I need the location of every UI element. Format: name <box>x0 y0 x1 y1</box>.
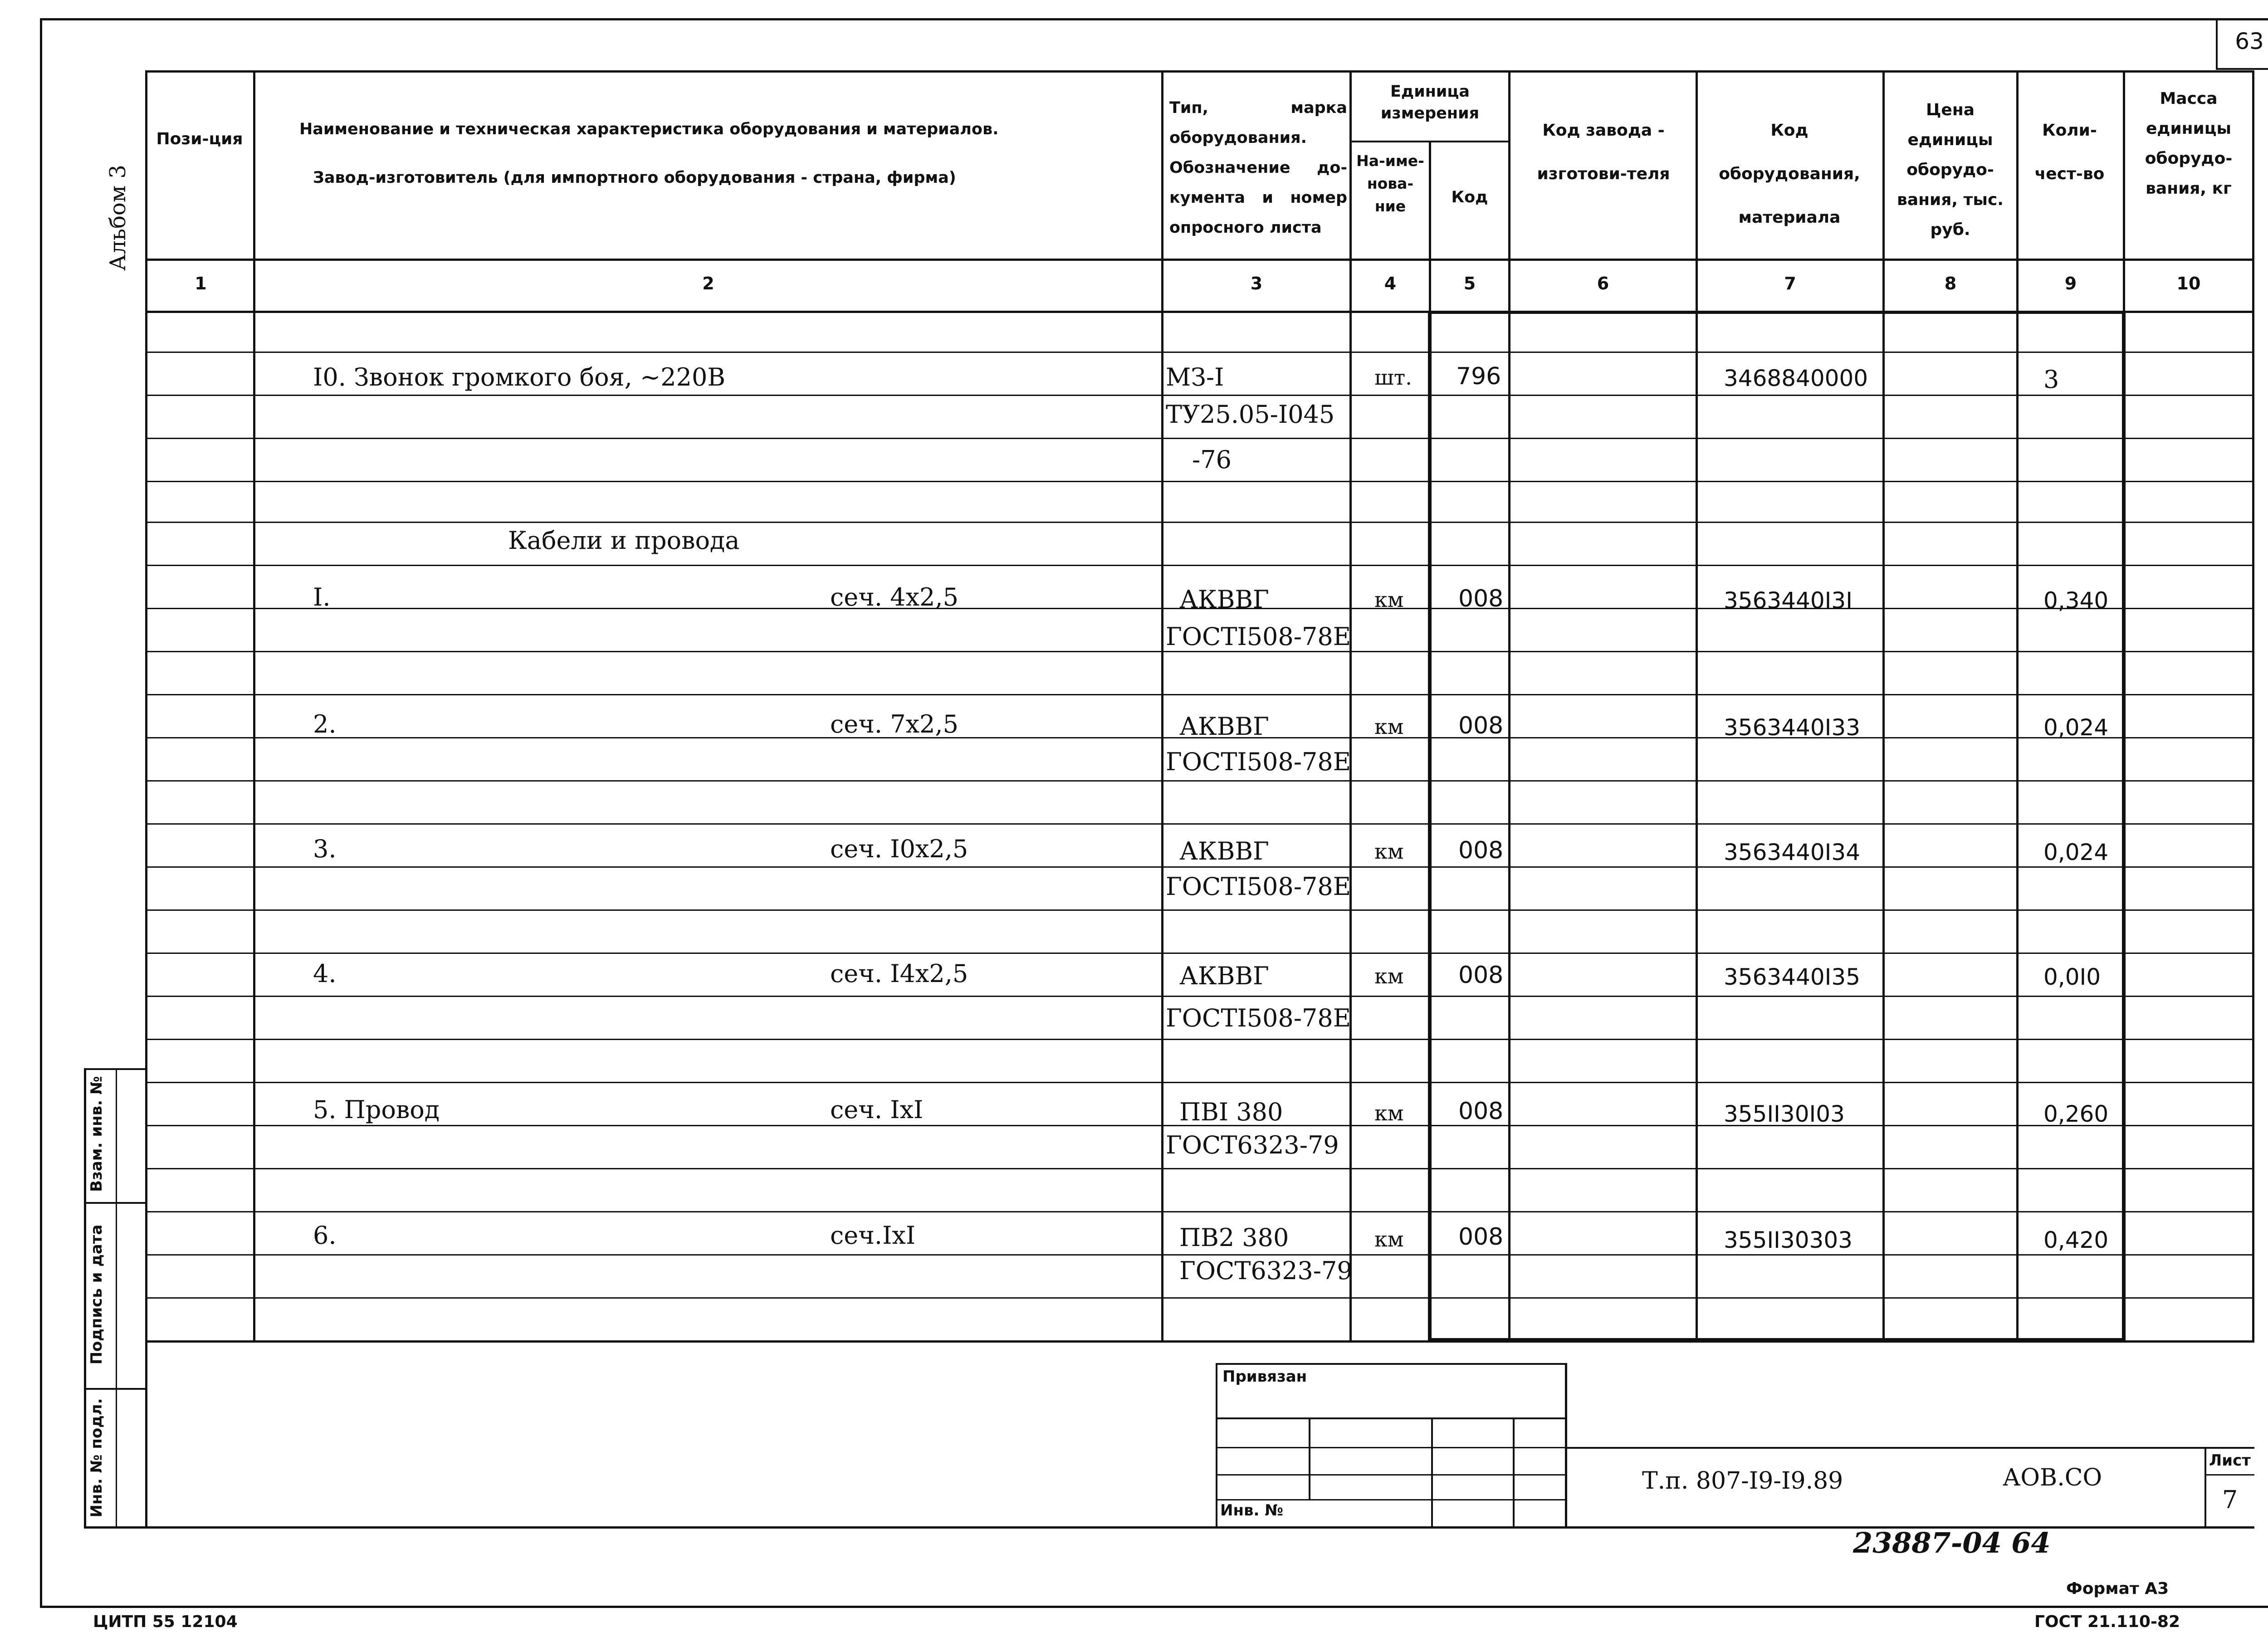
colnum-8: 8 <box>1944 274 1957 293</box>
table-row-4-type: АКВВГ <box>1179 585 1269 614</box>
sheet-label: Лист <box>2209 1451 2251 1470</box>
table-row-10-section: сеч. I4х2,5 <box>830 959 968 988</box>
header-name-line1: Наименование и техническая характеристика оборудования и материалов. <box>299 120 999 138</box>
table-row-0-qty: 3 <box>2043 365 2059 394</box>
colnum-9: 9 <box>2064 274 2077 293</box>
doc-designation: Т.п. 807-I9-I9.89 <box>1642 1467 1843 1495</box>
table-row-0-name: I0. Звонок громкого боя, ~220В <box>313 363 726 391</box>
colnum-1: 1 <box>195 274 207 293</box>
table-row-1-type: ТУ25.05-I045 <box>1166 400 1335 429</box>
table-row-5-type: ГОСТI508-78Е <box>1166 622 1351 651</box>
table-row-6-unit-code: 008 <box>1458 712 1504 739</box>
table-row-8-qty: 0,024 <box>2043 839 2109 865</box>
table-row-0-unit: шт. <box>1374 365 1412 390</box>
table-row-8-unit: км <box>1374 839 1404 864</box>
frame-left <box>40 18 42 1608</box>
table-row-6-qty: 0,024 <box>2043 714 2109 741</box>
table-row-0-type: МЗ-I <box>1166 363 1224 391</box>
album-label: Альбом 3 <box>105 165 131 271</box>
table-row-14-qty: 0,420 <box>2043 1227 2109 1253</box>
header-quantity: Коли-чест-во <box>2034 121 2105 183</box>
format-label: Формат А3 <box>2066 1579 2169 1598</box>
section-heading: Кабели и провода <box>508 526 740 555</box>
header-position: Пози-ция <box>156 130 243 148</box>
header-type: Тип, марка оборудования. Обозначение до-кумента и номер опросного листа <box>1169 99 1347 237</box>
table-row-6-code: 3563440I33 <box>1724 714 1861 741</box>
table-row-10-qty: 0,0I0 <box>2043 964 2101 990</box>
table-row-0-unit-code: 796 <box>1456 363 1501 390</box>
table-row-11-type: ГОСТI508-78Е <box>1166 1004 1351 1032</box>
table-row-14-name: 6. <box>313 1221 337 1250</box>
table-row-12-unit: км <box>1374 1101 1404 1125</box>
colnum-4: 4 <box>1384 274 1397 293</box>
colnum-7: 7 <box>1784 274 1796 293</box>
table-row-10-unit-code: 008 <box>1458 962 1504 989</box>
table-row-14-type: ПВ2 380 <box>1179 1223 1289 1252</box>
table-row-12-code: 355II30I03 <box>1724 1101 1845 1127</box>
table-row-4-name: I. <box>313 583 331 611</box>
header-mass: Масса единицы оборудо-вания, кг <box>2145 89 2233 198</box>
table-row-8-section: сеч. I0х2,5 <box>830 835 968 863</box>
table-row-4-qty: 0,340 <box>2043 587 2109 614</box>
table-right <box>2252 70 2254 1343</box>
colnum-3: 3 <box>1250 274 1263 293</box>
table-row-12-type: ПВI 380 <box>1179 1098 1283 1126</box>
table-row-12-unit-code: 008 <box>1458 1098 1504 1125</box>
table-row-2-type: -76 <box>1192 445 1232 474</box>
table-row-10-code: 3563440I35 <box>1724 964 1861 990</box>
table-row-12-name: 5. Провод <box>313 1095 440 1124</box>
frame-bottom <box>40 1606 2268 1608</box>
stamp-sign-date: Подпись и дата <box>88 1224 106 1365</box>
table-row-7-type: ГОСТI508-78Е <box>1166 748 1351 776</box>
header-equipment-code: Код оборудования, материала <box>1719 121 1860 227</box>
table-row-12-section: сеч. IхI <box>830 1095 924 1124</box>
sheet-number: 7 <box>2222 1485 2238 1514</box>
colnum-2: 2 <box>702 274 714 293</box>
table-row-12-qty: 0,260 <box>2043 1101 2109 1127</box>
table-row-4-unit-code: 008 <box>1458 585 1504 612</box>
doc-code: АОВ.СО <box>2003 1464 2102 1491</box>
table-row-8-unit-code: 008 <box>1458 837 1504 864</box>
table-row-10-unit: км <box>1374 964 1404 988</box>
colnum-5: 5 <box>1463 274 1476 293</box>
table-row-14-code: 355II30303 <box>1724 1227 1853 1253</box>
header-name-line2: Завод-изготовитель (для импортного оборудования - страна, фирма) <box>313 169 956 187</box>
table-row-15-type: ГОСТ6323-79 <box>1179 1256 1353 1285</box>
privyazan-label: Привязан <box>1222 1368 1307 1386</box>
table-row-4-section: сеч. 4х2,5 <box>830 583 958 611</box>
header-price: Цена единицы оборудо-вания, тыс. руб. <box>1897 101 2004 239</box>
table-row-9-type: ГОСТI508-78Е <box>1166 872 1351 901</box>
header-unit-code: Код <box>1451 188 1488 206</box>
table-row-6-section: сеч. 7х2,5 <box>830 710 958 738</box>
table-row-13-type: ГОСТ6323-79 <box>1166 1131 1339 1159</box>
handwritten-number: 23887-04 64 <box>1853 1526 2051 1559</box>
table-row-8-name: 3. <box>313 835 337 863</box>
table-row-6-name: 2. <box>313 710 337 738</box>
header-unit-name: На-име-нова-ние <box>1356 152 1424 215</box>
colnum-10: 10 <box>2176 274 2201 293</box>
table-row-6-type: АКВВГ <box>1179 712 1269 741</box>
table-row-10-type: АКВВГ <box>1179 962 1269 990</box>
table-row-8-code: 3563440I34 <box>1724 839 1861 865</box>
table-row-14-unit-code: 008 <box>1458 1223 1504 1251</box>
colnum-6: 6 <box>1597 274 1609 293</box>
table-row-6-unit: км <box>1374 714 1404 739</box>
gost-label: ГОСТ 21.110-82 <box>2034 1612 2180 1631</box>
table-row-4-unit: км <box>1374 587 1404 612</box>
table-top <box>145 70 2254 73</box>
header-plant-code: Код завода - изготови-теля <box>1537 121 1670 183</box>
citp-label: ЦИТП 55 12104 <box>93 1612 238 1631</box>
header-unit: Единица измерения <box>1380 83 1480 122</box>
table-row-4-code: 3563440I3I <box>1724 587 1853 614</box>
page-number: 63 <box>2235 28 2264 54</box>
frame-top <box>40 18 2268 20</box>
table-row-14-section: сеч.IхI <box>830 1221 916 1250</box>
stamp-inv-podl: Инв. № подл. <box>88 1398 106 1518</box>
table-row-10-name: 4. <box>313 959 337 988</box>
table-row-14-unit: км <box>1374 1227 1404 1251</box>
inv-no-label: Инв. № <box>1220 1501 1284 1520</box>
table-row-0-code: 3468840000 <box>1724 365 1868 391</box>
table-row-8-type: АКВВГ <box>1179 837 1269 865</box>
stamp-inv-zam: Взам. инв. № <box>88 1076 106 1192</box>
